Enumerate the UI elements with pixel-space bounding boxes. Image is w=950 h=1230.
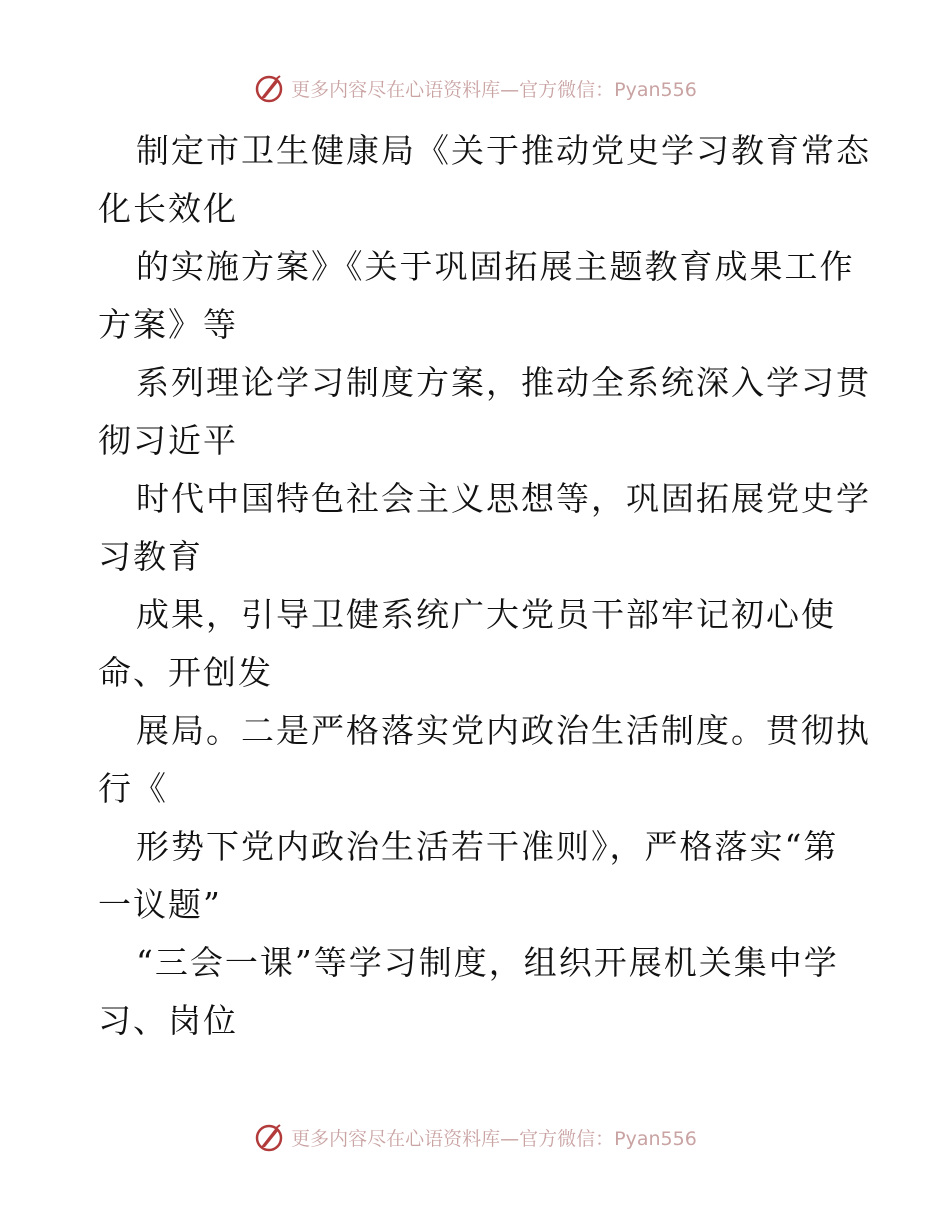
paragraph-line: 系列理论学习制度方案，推动全系统深入学习贯 bbox=[136, 363, 871, 402]
paragraph-1 bbox=[98, 122, 871, 238]
watermark-text: 更多内容尽在心语资料库—官方微信：Pyan556 bbox=[291, 78, 697, 101]
paragraph-3 bbox=[98, 354, 871, 470]
paragraph-5 bbox=[98, 586, 858, 702]
header-watermark bbox=[0, 72, 950, 104]
paragraph-7 bbox=[98, 818, 858, 934]
paragraph-line: “三会一课”等学习制度，组织开展机关集中学 bbox=[136, 943, 839, 982]
paragraph-4 bbox=[98, 470, 871, 586]
paragraph-line: 行《 bbox=[98, 769, 168, 808]
paragraph-line: 彻习近平 bbox=[98, 421, 238, 460]
paragraph-line: 化长效化 bbox=[98, 189, 238, 228]
paragraph-6 bbox=[98, 702, 871, 818]
footer-watermark bbox=[0, 1121, 950, 1153]
paragraph-line: 的实施方案》《关于巩固拓展主题教育成果工作 bbox=[136, 247, 855, 286]
paragraph-line: 成果，引导卫健系统广大党员干部牢记初心使 bbox=[136, 595, 836, 634]
watermark-text: 更多内容尽在心语资料库—官方微信：Pyan556 bbox=[291, 1127, 697, 1150]
quill-circle-logo-icon bbox=[253, 72, 285, 104]
paragraph-line: 时代中国特色社会主义思想等，巩固拓展党史学 bbox=[136, 479, 871, 518]
paragraph-line: 形势下党内政治生活若干准则》，严格落实“第 bbox=[136, 827, 839, 866]
paragraph-2 bbox=[98, 238, 858, 354]
document-body bbox=[98, 122, 871, 1050]
paragraph-8 bbox=[98, 934, 858, 1050]
paragraph-line: 方案》等 bbox=[98, 305, 238, 344]
paragraph-line: 制定市卫生健康局《关于推动党史学习教育常态 bbox=[136, 131, 871, 170]
quill-circle-logo-icon bbox=[253, 1121, 285, 1153]
paragraph-line: 一议题” bbox=[98, 885, 222, 924]
paragraph-line: 习、岗位 bbox=[98, 1001, 238, 1040]
paragraph-line: 命、开创发 bbox=[98, 653, 273, 692]
paragraph-line: 习教育 bbox=[98, 537, 203, 576]
paragraph-line: 展局。二是严格落实党内政治生活制度。贯彻执 bbox=[136, 711, 871, 750]
